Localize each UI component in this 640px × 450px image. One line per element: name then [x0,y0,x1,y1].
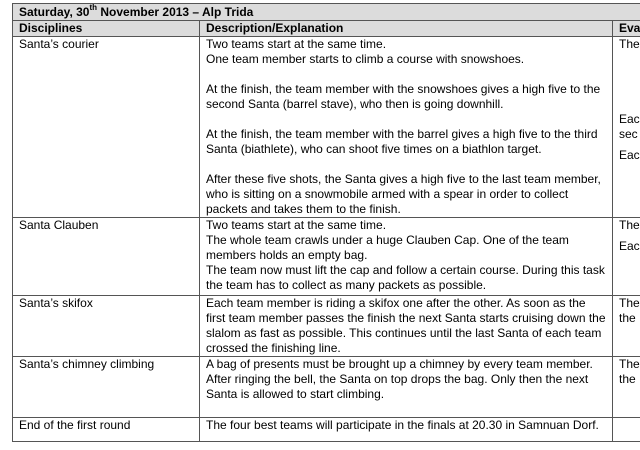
evaluation-cell [613,37,640,218]
description-cell [200,218,613,296]
column-header-disciplines: Disciplines [13,21,200,37]
evaluation-cell [613,357,640,418]
description-line: At the finish, the team member with the barrel gives a high five to the third Santa (biathlete), who can shoot five times on a biathlon target. [206,127,598,156]
description-line: One team member starts to climb a course with snowshoes. [206,52,525,66]
evaluation-line: The [619,218,640,232]
table-title [12,3,640,20]
description-line: The team now must lift the cap and follow a certain course. During this task the team has to collect as many packets as possible. [206,263,605,292]
evaluation-line: Eac [619,239,640,253]
schedule-table [12,3,640,442]
evaluation-line: the [619,311,636,325]
discipline-cell: Santa Clauben [13,218,200,296]
evaluation-line: sec [619,127,638,141]
column-header-description: Description/Explanation [200,21,613,37]
evaluation-cell [613,418,640,442]
evaluation-cell [613,296,640,357]
evaluation-line: the [619,372,636,386]
evaluation-cell [613,218,640,296]
discipline-cell: Santa’s chimney climbing [13,357,200,418]
description-cell [200,357,613,418]
description-line: Two teams start at the same time. [206,218,387,232]
description-line: At the finish, the team member with the snowshoes gives a high five to the second Santa (barrel stave), who then is going downhill. [206,82,601,111]
table-row [13,296,640,357]
table-row [13,218,640,296]
evaluation-line: The [619,357,640,371]
discipline-cell: End of the first round [13,418,200,442]
table-row [13,357,640,418]
table-row [13,37,640,218]
table-row [13,418,640,442]
title-date-suffix: th [89,3,98,12]
evaluation-line: Eac [619,148,640,162]
title-event: November 2013 – Alp Trida [97,5,254,19]
description-line: Two teams start at the same time. [206,37,387,51]
discipline-cell: Santa’s skifox [13,296,200,357]
description-line: After these five shots, the Santa gives a high five to the last team member, who is sitting on a snowmobile armed with a spear in order to collect packets and takes them to the finish. [206,172,601,216]
discipline-cell: Santa’s courier [13,37,200,218]
header-row [13,21,640,37]
description-cell [200,296,613,357]
evaluation-line: The [619,37,640,51]
description-line: The four best teams will participate in the finals at 20.30 in Samnuan Dorf. [206,418,599,432]
evaluation-line: The [619,296,640,310]
description-line: The whole team crawls under a huge Clauben Cap. One of the team members holds an empty bag. [206,233,569,262]
description-line: A bag of presents must be brought up a chimney by every team member. After ringing the bell, the Santa on top drops the bag. Only then the next Santa is allowed to start climbing. [206,357,593,401]
title-date: Saturday, 30 [19,5,90,19]
description-cell [200,37,613,218]
column-header-evaluation: Eva [613,21,640,37]
description-cell [200,418,613,442]
description-line: Each team member is riding a skifox one after the other. As soon as the first team member passes the finish the next Santa starts cruising down the slalom as fast as possible. This continues until the last Santa of each team crossed the finishing line. [206,296,606,355]
evaluation-line: Eac [619,112,640,126]
